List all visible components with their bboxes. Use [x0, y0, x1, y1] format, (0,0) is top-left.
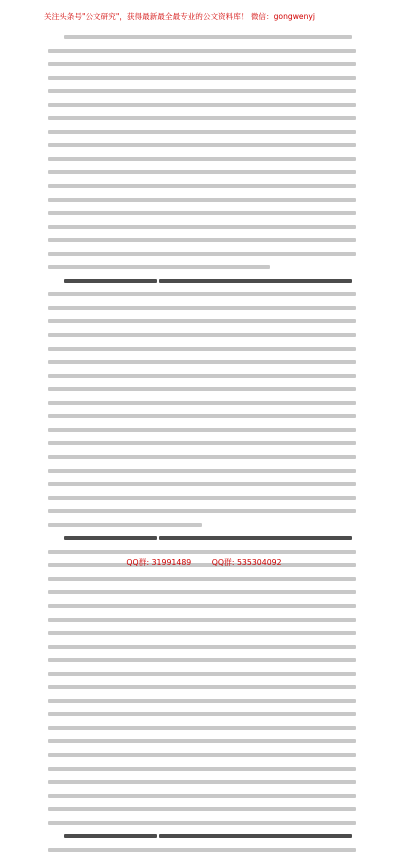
text-line-placeholder	[159, 834, 352, 838]
text-line-placeholder	[48, 374, 356, 378]
body-text-line	[48, 777, 356, 787]
body-text-line	[48, 398, 356, 408]
text-line-placeholder	[48, 550, 356, 554]
body-text-line	[48, 100, 356, 110]
text-line-placeholder	[48, 319, 356, 323]
body-text-line	[48, 845, 356, 855]
text-line-placeholder	[48, 130, 356, 134]
text-line-placeholder	[48, 807, 356, 811]
body-text-line	[48, 696, 356, 706]
text-line-placeholder	[48, 333, 356, 337]
body-text-line	[48, 574, 356, 584]
body-text-line	[48, 736, 356, 746]
body-text-line	[48, 140, 356, 150]
text-line-placeholder	[48, 794, 356, 798]
body-text-line	[48, 411, 356, 421]
body-text-line	[48, 791, 356, 801]
text-line-placeholder	[48, 62, 356, 66]
text-line-placeholder	[48, 469, 356, 473]
body-text-line	[48, 32, 356, 42]
body-text-line	[48, 723, 356, 733]
body-text-line	[48, 46, 356, 56]
body-text-line	[48, 466, 356, 476]
text-line-placeholder	[64, 35, 352, 39]
text-line-placeholder	[48, 347, 356, 351]
body-text-line	[48, 127, 356, 137]
body-text-line	[48, 316, 356, 326]
text-line-placeholder	[48, 712, 356, 716]
body-text-line	[48, 642, 356, 652]
text-line-placeholder	[48, 753, 356, 757]
text-line-placeholder	[48, 848, 356, 852]
text-line-placeholder	[48, 767, 356, 771]
text-line-placeholder	[48, 414, 356, 418]
footer-qq-primary: QQ群: 31991489	[126, 558, 192, 567]
body-text-line	[48, 222, 356, 232]
text-line-placeholder	[64, 536, 157, 540]
text-line-placeholder	[48, 89, 356, 93]
text-line-placeholder	[48, 509, 356, 513]
text-line-placeholder	[48, 170, 356, 174]
body-text-line	[48, 167, 356, 177]
footer-qq-secondary: QQ群: 535304092	[211, 558, 282, 567]
section-heading-line	[48, 533, 356, 543]
text-line-placeholder	[48, 631, 356, 635]
section-heading-line	[48, 276, 356, 286]
document-body	[48, 32, 356, 858]
body-text-line	[48, 195, 356, 205]
text-line-placeholder	[48, 618, 356, 622]
text-line-placeholder	[48, 726, 356, 730]
body-text-line	[48, 235, 356, 245]
text-line-placeholder	[48, 252, 356, 256]
text-line-placeholder	[48, 672, 356, 676]
body-text-line	[48, 709, 356, 719]
text-line-placeholder	[48, 116, 356, 120]
text-line-placeholder	[48, 292, 356, 296]
text-line-placeholder	[48, 401, 356, 405]
body-text-line	[48, 655, 356, 665]
body-text-line	[48, 493, 356, 503]
body-text-line	[48, 59, 356, 69]
text-line-placeholder	[64, 279, 157, 283]
text-line-placeholder	[48, 360, 356, 364]
text-line-placeholder	[48, 455, 356, 459]
body-text-line	[48, 587, 356, 597]
body-text-line	[48, 113, 356, 123]
text-line-placeholder	[48, 658, 356, 662]
text-line-placeholder	[48, 49, 356, 53]
text-line-placeholder	[48, 496, 356, 500]
body-text-line	[48, 628, 356, 638]
body-text-line	[48, 818, 356, 828]
body-text-line	[48, 208, 356, 218]
body-text-line	[48, 262, 356, 272]
text-line-placeholder	[48, 821, 356, 825]
text-line-placeholder	[48, 685, 356, 689]
body-text-line	[48, 479, 356, 489]
text-line-placeholder	[48, 157, 356, 161]
text-line-placeholder	[48, 184, 356, 188]
body-text-line	[48, 73, 356, 83]
body-text-line	[48, 181, 356, 191]
body-text-line	[48, 520, 356, 530]
text-line-placeholder	[48, 225, 356, 229]
body-text-line	[48, 357, 356, 367]
text-line-placeholder	[48, 265, 270, 269]
text-line-placeholder	[48, 387, 356, 391]
text-line-placeholder	[159, 279, 352, 283]
body-text-line	[48, 86, 356, 96]
body-text-line	[48, 289, 356, 299]
body-text-line	[48, 804, 356, 814]
text-line-placeholder	[48, 604, 356, 608]
body-text-line	[48, 330, 356, 340]
body-text-line	[48, 384, 356, 394]
text-line-placeholder	[48, 780, 356, 784]
body-text-line	[48, 249, 356, 259]
text-line-placeholder	[64, 834, 157, 838]
body-text-line	[48, 303, 356, 313]
body-text-line	[48, 750, 356, 760]
text-line-placeholder	[48, 306, 356, 310]
text-line-placeholder	[48, 198, 356, 202]
text-line-placeholder	[48, 238, 356, 242]
body-text-line	[48, 764, 356, 774]
section-heading-line	[48, 831, 356, 841]
text-line-placeholder	[48, 76, 356, 80]
body-text-line	[48, 344, 356, 354]
text-line-placeholder	[48, 428, 356, 432]
text-line-placeholder	[48, 645, 356, 649]
text-line-placeholder	[48, 441, 356, 445]
body-text-line	[48, 425, 356, 435]
text-line-placeholder	[48, 590, 356, 594]
page-footer	[0, 556, 408, 570]
body-text-line	[48, 154, 356, 164]
body-text-line	[48, 506, 356, 516]
text-line-placeholder	[48, 482, 356, 486]
text-line-placeholder	[48, 103, 356, 107]
body-text-line	[48, 682, 356, 692]
text-line-placeholder	[159, 536, 352, 540]
text-line-placeholder	[48, 143, 356, 147]
promo-banner: 关注头条号"公文研究"，获得最新最全最专业的公文资料库！ 微信：gongwenyj	[44, 12, 316, 21]
text-line-placeholder	[48, 211, 356, 215]
text-line-placeholder	[48, 523, 202, 527]
text-line-placeholder	[48, 577, 356, 581]
body-text-line	[48, 615, 356, 625]
body-text-line	[48, 601, 356, 611]
body-text-line	[48, 452, 356, 462]
body-text-line	[48, 669, 356, 679]
body-text-line	[48, 438, 356, 448]
body-text-line	[48, 371, 356, 381]
text-line-placeholder	[48, 739, 356, 743]
text-line-placeholder	[48, 699, 356, 703]
